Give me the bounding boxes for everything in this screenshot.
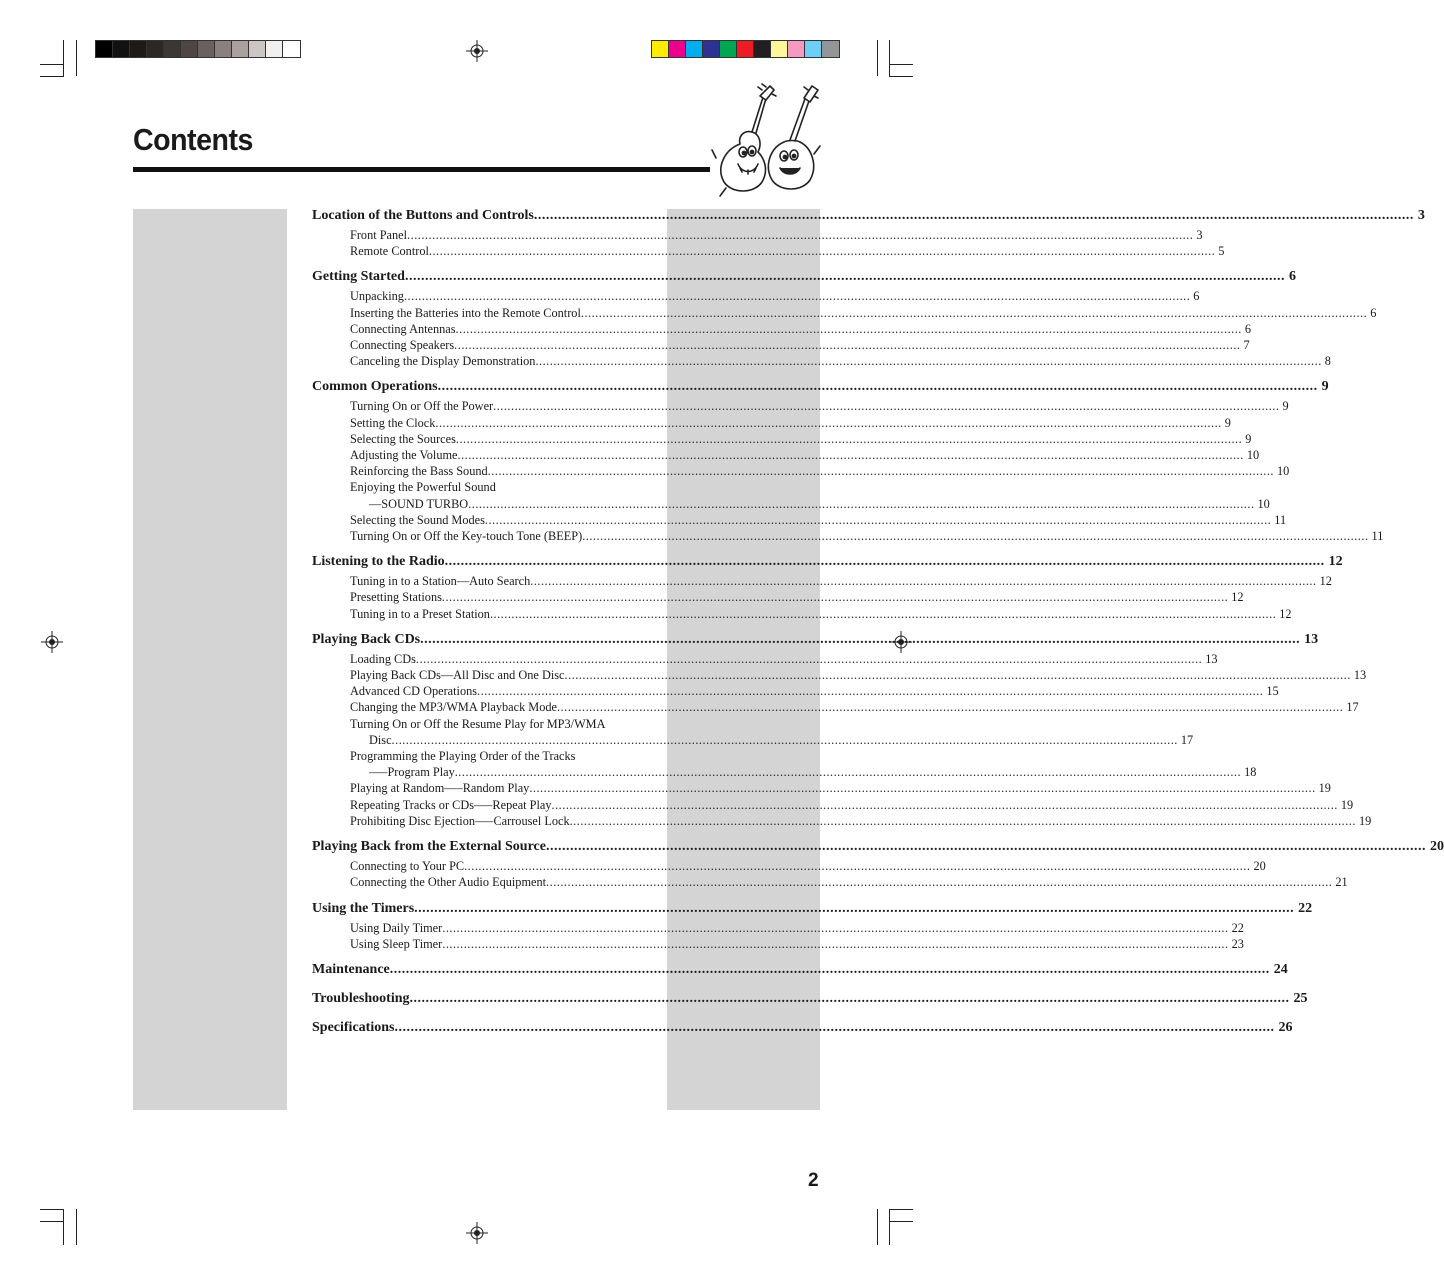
toc-item[interactable] [350, 651, 1218, 667]
toc-item[interactable] [350, 337, 1250, 353]
toc-section-heading[interactable] [312, 377, 1329, 397]
toc-page-number: 19 [1358, 813, 1372, 828]
toc-item-label: Repeating Tracks or CDs—–Repeat Play [350, 797, 552, 812]
toc-leader-dots: ............................................................................................................................................................................................................................ [533, 208, 1414, 223]
registration-mark-icon [41, 631, 63, 653]
toc-section [312, 206, 1425, 259]
toc-page-number: 5 [1218, 244, 1225, 259]
color-swatch [669, 41, 686, 57]
toc-item[interactable] [350, 936, 1244, 952]
color-swatch [652, 41, 669, 57]
toc-leader-dots: ............................................................................................................................................................................................................................ [435, 415, 1222, 430]
table-of-contents [312, 206, 1444, 1047]
toc-subitems [312, 858, 1348, 890]
toc-section [312, 989, 1308, 1009]
toc-page-number: 17 [1346, 700, 1359, 715]
toc-page-number: 19 [1318, 781, 1331, 796]
registration-mark-icon [466, 1222, 488, 1244]
toc-leader-dots: ............................................................................................................................................................................................................................ [407, 228, 1194, 242]
toc-item-label: Turning On or Off the Power [350, 399, 494, 414]
left-margin-panel [133, 209, 287, 1110]
toc-section-heading[interactable] [312, 267, 1296, 287]
toc-subitems [312, 398, 1384, 544]
toc-subitems [312, 920, 1244, 952]
toc-item[interactable] [350, 667, 1367, 683]
toc-item[interactable] [350, 573, 1332, 589]
toc-item-label: Adjusting the Volume [350, 448, 458, 463]
toc-item-label: Enjoying the Powerful Sound [350, 480, 496, 495]
toc-leader-dots: ............................................................................................................................................................................................................................ [493, 399, 1280, 414]
toc-item-label: Disc [369, 732, 392, 747]
toc-page-number: 13 [1205, 651, 1218, 666]
color-swatch [771, 41, 788, 57]
toc-page-number: 12 [1328, 554, 1343, 570]
toc-page-number: 7 [1243, 338, 1250, 353]
toc-item-label: Playing Back CDs—All Disc and One Disc [350, 668, 565, 683]
toc-page-number: 12 [1231, 590, 1244, 605]
toc-page-number: 9 [1321, 379, 1329, 395]
toc-page-number: 10 [1257, 496, 1270, 511]
toc-leader-dots: ............................................................................................................................................................................................................................ [428, 244, 1216, 259]
toc-section-title: Troubleshooting [312, 990, 410, 1006]
crop-mark [889, 40, 890, 76]
crop-mark [40, 64, 64, 65]
toc-leader-dots: ............................................................................................................................................................................................................................ [420, 631, 1301, 647]
toc-item[interactable] [350, 512, 1287, 528]
toc-item-label: Prohibiting Disc Ejection—–Carrousel Lock [350, 813, 570, 828]
toc-page-number: 11 [1274, 512, 1287, 527]
color-calibration-bar [651, 40, 840, 58]
toc-leader-dots: ............................................................................................................................................................................................................................ [457, 448, 1244, 463]
guitar-characters-icon [710, 84, 822, 198]
toc-page-number: 10 [1276, 464, 1290, 479]
toc-leader-dots: ............................................................................................................................................................................................................................ [489, 606, 1277, 621]
grayscale-swatch [249, 41, 266, 57]
toc-leader-dots: ............................................................................................................................................................................................................................ [564, 668, 1351, 683]
toc-page-number: 21 [1335, 875, 1348, 890]
toc-item-label: Turning On or Off the Resume Play for MP3/WMA [350, 716, 606, 731]
crop-mark [889, 76, 913, 77]
toc-leader-dots: ............................................................................................................................................................................................................................ [556, 700, 1344, 715]
toc-subitems [312, 651, 1372, 829]
toc-page-number: 25 [1293, 990, 1308, 1006]
toc-leader-dots: ............................................................................................................................................................................................................................ [546, 875, 1333, 890]
crop-mark [889, 1209, 913, 1210]
toc-item-label: Advanced CD Operations [350, 684, 478, 699]
toc-section [312, 1018, 1293, 1038]
page-title: Contents [133, 122, 253, 157]
toc-item[interactable] [350, 305, 1377, 321]
toc-item[interactable] [350, 874, 1348, 890]
toc-item[interactable] [369, 764, 1257, 780]
toc-page-number: 9 [1282, 399, 1289, 414]
toc-leader-dots: ............................................................................................................................................................................................................................ [454, 765, 1242, 780]
toc-page-number: 6 [1244, 321, 1252, 336]
toc-leader-dots: ............................................................................................................................................................................................................................ [551, 797, 1338, 812]
toc-item-label: Using Daily Timer [350, 920, 443, 935]
toc-section [312, 267, 1377, 369]
toc-item[interactable] [350, 415, 1231, 431]
toc-leader-dots: ............................................................................................................................................................................................................................ [582, 529, 1369, 544]
color-swatch [754, 41, 771, 57]
toc-item[interactable] [350, 321, 1252, 337]
toc-item-label: Setting the Clock [350, 415, 436, 430]
toc-item-label: Connecting Speakers [350, 338, 455, 353]
toc-item-label: Loading CDs [350, 651, 416, 666]
toc-leader-dots: ............................................................................................................................................................................................................................ [545, 839, 1426, 855]
crop-mark [889, 1221, 913, 1222]
toc-page-number: 24 [1273, 961, 1288, 977]
toc-page-number: 6 [1370, 305, 1377, 320]
toc-item[interactable] [369, 496, 1270, 512]
toc-leader-dots: ............................................................................................................................................................................................................................ [415, 651, 1203, 666]
toc-section-title: Specifications [312, 1019, 395, 1035]
toc-leader-dots: ............................................................................................................................................................................................................................ [391, 732, 1178, 747]
crop-mark [889, 1209, 890, 1245]
toc-leader-dots: ............................................................................................................................................................................................................................ [464, 859, 1251, 874]
grayscale-swatch [164, 41, 181, 57]
toc-leader-dots: ............................................................................................................................................................................................................................ [389, 961, 1270, 977]
toc-item[interactable] [350, 447, 1260, 463]
toc-item-label: Canceling the Display Demonstration [350, 354, 536, 369]
crop-mark [63, 1209, 64, 1245]
toc-leader-dots: ............................................................................................................................................................................................................................ [455, 431, 1243, 446]
toc-item[interactable] [350, 528, 1384, 544]
toc-item-label: Selecting the Sources [350, 431, 456, 446]
crop-mark [877, 1209, 878, 1245]
toc-leader-dots: ............................................................................................................................................................................................................................ [484, 512, 1272, 527]
toc-section-title: Listening to the Radio [312, 554, 445, 570]
toc-subitems [312, 573, 1332, 622]
toc-item[interactable] [350, 463, 1290, 479]
toc-item[interactable] [350, 243, 1225, 259]
grayscale-swatch [181, 41, 198, 57]
crop-mark [877, 40, 878, 76]
toc-page-number: 6 [1193, 289, 1200, 304]
toc-leader-dots: ............................................................................................................................................................................................................................ [580, 305, 1368, 320]
crop-mark [889, 64, 913, 65]
toc-leader-dots: ............................................................................................................................................................................................................................ [403, 289, 1191, 304]
toc-leader-dots: ............................................................................................................................................................................................................................ [442, 936, 1229, 951]
color-swatch [822, 41, 839, 57]
toc-page-number: 22 [1298, 900, 1313, 916]
grayscale-swatch [266, 41, 283, 57]
toc-leader-dots: ............................................................................................................................................................................................................................ [487, 464, 1274, 479]
toc-item-label: Remote Control [350, 244, 429, 259]
color-swatch [737, 41, 754, 57]
crop-mark [76, 1209, 77, 1245]
toc-section-heading[interactable] [312, 899, 1313, 919]
toc-section-heading[interactable] [312, 630, 1319, 650]
toc-page-number: 3 [1417, 208, 1425, 223]
toc-item[interactable] [350, 589, 1244, 605]
toc-item[interactable] [350, 288, 1200, 304]
toc-item[interactable] [350, 797, 1354, 813]
crop-mark [76, 40, 77, 76]
toc-section [312, 630, 1372, 829]
grayscale-swatch [130, 41, 147, 57]
toc-section-heading[interactable] [312, 837, 1444, 857]
toc-page-number: 13 [1353, 668, 1367, 683]
toc-item-label: Unpacking [350, 289, 404, 304]
toc-item[interactable] [350, 858, 1266, 874]
toc-item-label: Programming the Playing Order of the Tracks [350, 749, 576, 764]
toc-section-title: Common Operations [312, 379, 438, 395]
grayscale-swatch [232, 41, 249, 57]
toc-leader-dots: ............................................................................................................................................................................................................................ [468, 496, 1255, 511]
toc-section [312, 960, 1288, 980]
crop-mark [40, 76, 64, 77]
toc-item-label: Turning On or Off the Key-touch Tone (BEEP) [350, 529, 583, 544]
toc-section-heading[interactable] [312, 989, 1308, 1009]
toc-item[interactable] [350, 606, 1292, 622]
toc-section-heading[interactable] [312, 552, 1343, 572]
toc-section [312, 552, 1343, 622]
toc-item-label: Front Panel [350, 228, 408, 242]
toc-section-title: Playing Back CDs [312, 631, 421, 647]
color-swatch [788, 41, 805, 57]
toc-leader-dots: ............................................................................................................................................................................................................................ [444, 554, 1325, 570]
toc-page-number: 12 [1319, 574, 1332, 589]
toc-leader-dots: ............................................................................................................................................................................................................................ [535, 354, 1322, 369]
toc-leader-dots: ............................................................................................................................................................................................................................ [404, 269, 1285, 285]
toc-item[interactable] [350, 748, 646, 764]
toc-item-label: Inserting the Batteries into the Remote Control [350, 305, 581, 320]
toc-item[interactable] [350, 431, 1252, 447]
toc-leader-dots: ............................................................................................................................................................................................................................ [394, 1019, 1275, 1035]
toc-item-label: Using Sleep Timer [350, 936, 443, 951]
toc-page-number: 20 [1429, 839, 1444, 855]
toc-item-label: Connecting the Other Audio Equipment [350, 875, 547, 890]
toc-page-number: 8 [1324, 354, 1331, 369]
grayscale-swatch [96, 41, 113, 57]
toc-page-number: 19 [1340, 797, 1354, 812]
toc-item-label: Tuning in to a Preset Station [350, 606, 490, 621]
toc-item-label: Reinforcing the Bass Sound [350, 464, 488, 479]
color-swatch [686, 41, 703, 57]
registration-mark-icon [466, 40, 488, 62]
toc-section-heading[interactable] [312, 960, 1288, 980]
toc-page-number: 11 [1371, 529, 1384, 544]
toc-item[interactable] [350, 699, 1359, 715]
toc-page-number: 15 [1266, 684, 1279, 699]
toc-item[interactable] [350, 353, 1331, 369]
toc-item-label: Changing the MP3/WMA Playback Mode [350, 700, 557, 715]
toc-page-number: 13 [1304, 631, 1319, 647]
toc-section-title: Maintenance [312, 961, 390, 977]
grayscale-swatch [283, 41, 300, 57]
toc-item[interactable] [350, 227, 1203, 243]
toc-item[interactable] [350, 716, 646, 732]
toc-section-title: Location of the Buttons and Controls [312, 208, 534, 223]
toc-item[interactable] [350, 683, 1279, 699]
grayscale-swatch [215, 41, 232, 57]
toc-subitems [312, 227, 1225, 259]
toc-leader-dots: ............................................................................................................................................................................................................................ [477, 684, 1264, 699]
toc-page-number: 18 [1244, 765, 1257, 780]
toc-page-number: 3 [1196, 228, 1203, 242]
toc-leader-dots: ............................................................................................................................................................................................................................ [441, 590, 1229, 605]
toc-leader-dots: ............................................................................................................................................................................................................................ [409, 990, 1290, 1006]
toc-leader-dots: ............................................................................................................................................................................................................................ [437, 379, 1318, 395]
toc-section-heading[interactable] [312, 206, 1425, 226]
crop-mark [63, 40, 64, 76]
toc-item-label: Tuning in to a Station—Auto Search [350, 574, 531, 589]
toc-page-number: 20 [1253, 859, 1266, 874]
toc-leader-dots: ............................................................................................................................................................................................................................ [454, 338, 1241, 353]
toc-section [312, 899, 1313, 952]
toc-item-label: —–Program Play [369, 765, 455, 780]
toc-subitems [312, 288, 1377, 369]
toc-section-title: Playing Back from the External Source [312, 839, 546, 855]
toc-item-label: Presetting Stations [350, 590, 442, 605]
toc-leader-dots: ............................................................................................................................................................................................................................ [442, 920, 1229, 935]
toc-section-title: Using the Timers [312, 900, 415, 916]
toc-item[interactable] [350, 813, 1372, 829]
toc-section-title: Getting Started [312, 269, 405, 285]
grayscale-swatch [198, 41, 215, 57]
toc-page-number: 12 [1279, 606, 1292, 621]
toc-item-label: Connecting to Your PC [350, 859, 465, 874]
color-swatch [703, 41, 720, 57]
toc-page-number: 6 [1288, 269, 1296, 285]
toc-item-label: —SOUND TURBO [369, 496, 469, 511]
toc-page-number: 26 [1278, 1019, 1293, 1035]
toc-page-number: 10 [1246, 448, 1260, 463]
toc-leader-dots: ............................................................................................................................................................................................................................ [455, 321, 1242, 336]
toc-item[interactable] [350, 479, 646, 495]
page-number: 2 [808, 1170, 819, 1191]
toc-item-label: Connecting Antennas [350, 321, 456, 336]
title-rule [133, 167, 710, 172]
crop-mark [40, 1209, 64, 1210]
color-swatch [720, 41, 737, 57]
toc-item-label: Playing at Random—–Random Play [350, 781, 530, 796]
toc-item[interactable] [369, 732, 1194, 748]
toc-leader-dots: ............................................................................................................................................................................................................................ [569, 813, 1356, 828]
toc-section [312, 837, 1444, 890]
toc-item[interactable] [350, 398, 1289, 414]
grayscale-swatch [113, 41, 130, 57]
toc-leader-dots: ............................................................................................................................................................................................................................ [414, 900, 1295, 916]
toc-page-number: 22 [1231, 920, 1244, 935]
grayscale-swatch [147, 41, 164, 57]
grayscale-calibration-bar [95, 40, 301, 58]
crop-mark [40, 1221, 64, 1222]
toc-leader-dots: ............................................................................................................................................................................................................................ [530, 574, 1317, 589]
toc-section-heading[interactable] [312, 1018, 1293, 1038]
toc-page-number: 23 [1231, 936, 1244, 951]
toc-leader-dots: ............................................................................................................................................................................................................................ [529, 781, 1316, 796]
toc-item-label: Selecting the Sound Modes [350, 512, 485, 527]
toc-page-number: 17 [1180, 732, 1194, 747]
toc-page-number: 9 [1224, 415, 1231, 430]
toc-item[interactable] [350, 920, 1244, 936]
color-swatch [805, 41, 822, 57]
toc-item[interactable] [350, 780, 1331, 796]
toc-page-number: 9 [1245, 431, 1252, 446]
toc-section [312, 377, 1384, 544]
